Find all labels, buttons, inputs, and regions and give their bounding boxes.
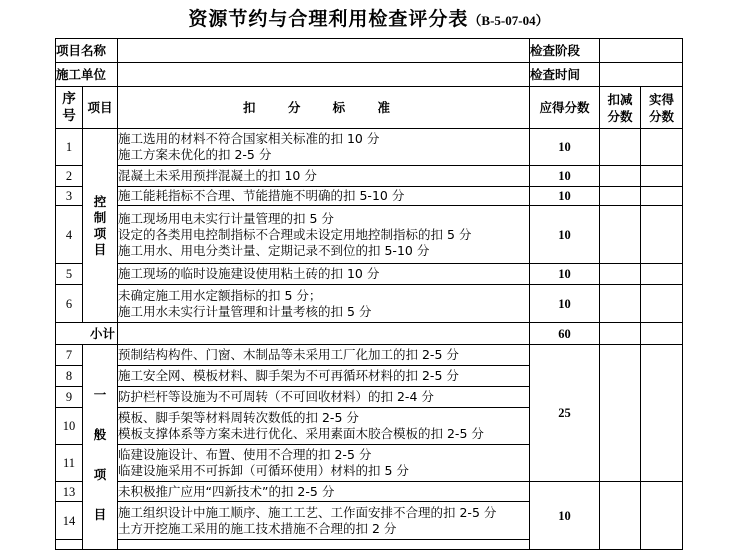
check-stage-label: 检查阶段 <box>530 39 600 63</box>
subtotal-row <box>56 323 683 345</box>
subtotal-actual-cell[interactable] <box>641 323 683 345</box>
criteria-cell: 模板、脚手架等材料周转次数低的扣 2-5 分 模板支撑体系等方案未进行优化、采用素面木胶合模板的扣 2-5 分 <box>118 408 530 445</box>
due-score-cell: 10 <box>530 206 600 264</box>
row-number: 9 <box>56 387 83 408</box>
criteria-cell: 未确定施工用水定额指标的扣 5 分； 施工用水未实行计量管理和计量考核的扣 5 分 <box>118 285 530 323</box>
due-score-cell: 10 <box>530 264 600 285</box>
table-row <box>56 129 683 166</box>
row-number: 14 <box>56 502 83 540</box>
criteria-cell: 施工组织设计中施工顺序、施工工艺、工作面安排不合理的扣 2-5 分 土方开挖施工采用的施工技术措施不合理的扣 2 分 <box>118 502 530 540</box>
table-row <box>56 482 683 502</box>
subtotal-label: 小计 <box>56 323 118 345</box>
due-score-cell: 10 <box>530 187 600 206</box>
subtotal-value: 60 <box>530 323 600 345</box>
criteria-cell: 未积极推广应用“四新技术”的扣 2-5 分 <box>118 482 530 502</box>
actual-score-cell[interactable] <box>641 166 683 187</box>
deduct-score-cell[interactable] <box>600 206 641 264</box>
group-score-cell: 25 <box>530 345 600 482</box>
control-items-label: 控制项目 <box>83 129 118 323</box>
group-actual-cell[interactable] <box>641 345 683 482</box>
construction-unit-field[interactable] <box>118 63 530 87</box>
group-deduct-cell[interactable] <box>600 345 641 482</box>
title-text: 资源节约与合理利用检查评分表 <box>188 8 469 30</box>
table-row <box>56 166 683 187</box>
criteria-cell: 预制结构构件、门窗、木制品等未采用工厂化加工的扣 2-5 分 <box>118 345 530 366</box>
criteria-cell: 临建设施设计、布置、使用不合理的扣 2-5 分 临建设施采用不可拆卸（可循环使用）材料的扣 5 分 <box>118 445 530 482</box>
check-time-field[interactable] <box>600 63 683 87</box>
row-number <box>56 540 83 550</box>
deduct-score-cell[interactable] <box>600 166 641 187</box>
criteria-cell: 混凝土未采用预拌混凝土的扣 10 分 <box>118 166 530 187</box>
row-number: 5 <box>56 264 83 285</box>
subtotal-deduct-cell[interactable] <box>600 323 641 345</box>
due-score-cell: 10 <box>530 285 600 323</box>
row-number: 4 <box>56 206 83 264</box>
check-stage-field[interactable] <box>600 39 683 63</box>
deduct-score-header: 扣减分数 <box>600 87 641 129</box>
row-number: 10 <box>56 408 83 445</box>
criteria-cell: 防护栏杆等设施为不可周转（不可回收材料）的扣 2-4 分 <box>118 387 530 408</box>
construction-unit-row <box>56 63 683 87</box>
table-row <box>56 285 683 323</box>
form-title <box>0 4 737 31</box>
due-score-cell: 10 <box>530 166 600 187</box>
group-actual-cell[interactable] <box>641 482 683 550</box>
table-row <box>56 345 683 366</box>
criteria-cell <box>118 540 530 550</box>
project-name-field[interactable] <box>118 39 530 63</box>
deduct-score-cell[interactable] <box>600 187 641 206</box>
check-time-label: 检查时间 <box>530 63 600 87</box>
row-number: 8 <box>56 366 83 387</box>
row-number: 7 <box>56 345 83 366</box>
actual-score-cell[interactable] <box>641 264 683 285</box>
general-items-label: 一般项目 <box>83 345 118 550</box>
group-score-cell: 10 <box>530 482 600 550</box>
criteria-header: 扣 分 标 准 <box>118 87 530 129</box>
deduct-score-cell[interactable] <box>600 285 641 323</box>
actual-score-cell[interactable] <box>641 285 683 323</box>
item-header: 项目 <box>83 87 118 129</box>
criteria-cell: 施工安全网、模板材料、脚手架为不可再循环材料的扣 2-5 分 <box>118 366 530 387</box>
deduct-score-cell[interactable] <box>600 129 641 166</box>
form-code: （B-5-07-04） <box>468 13 549 28</box>
due-score-cell: 10 <box>530 129 600 166</box>
seq-header: 序号 <box>56 87 83 129</box>
score-sheet-table <box>55 38 683 550</box>
project-name-row <box>56 39 683 63</box>
criteria-cell: 施工现场用电未实行计量管理的扣 5 分 设定的各类用电控制指标不合理或未设定用地控制指标的扣 5 分 施工用水、用电分类计量、定期记录不到位的扣 5-10 分 <box>118 206 530 264</box>
criteria-cell: 施工能耗指标不合理、节能措施不明确的扣 5-10 分 <box>118 187 530 206</box>
actual-score-header: 实得分数 <box>641 87 683 129</box>
column-header-row <box>56 87 683 129</box>
deduct-score-cell[interactable] <box>600 264 641 285</box>
row-number: 6 <box>56 285 83 323</box>
row-number: 13 <box>56 482 83 502</box>
construction-unit-label: 施工单位 <box>56 63 118 87</box>
row-number: 3 <box>56 187 83 206</box>
group-deduct-cell[interactable] <box>600 482 641 550</box>
row-number: 11 <box>56 445 83 482</box>
row-number: 1 <box>56 129 83 166</box>
criteria-cell: 施工现场的临时设施建设使用粘土砖的扣 10 分 <box>118 264 530 285</box>
actual-score-cell[interactable] <box>641 129 683 166</box>
row-number: 2 <box>56 166 83 187</box>
actual-score-cell[interactable] <box>641 206 683 264</box>
criteria-cell: 施工选用的材料不符合国家相关标准的扣 10 分 施工方案未优化的扣 2-5 分 <box>118 129 530 166</box>
table-row <box>56 264 683 285</box>
table-row <box>56 206 683 264</box>
due-score-header: 应得分数 <box>530 87 600 129</box>
table-row <box>56 187 683 206</box>
project-name-label: 项目名称 <box>56 39 118 63</box>
actual-score-cell[interactable] <box>641 187 683 206</box>
subtotal-blank <box>118 323 530 345</box>
